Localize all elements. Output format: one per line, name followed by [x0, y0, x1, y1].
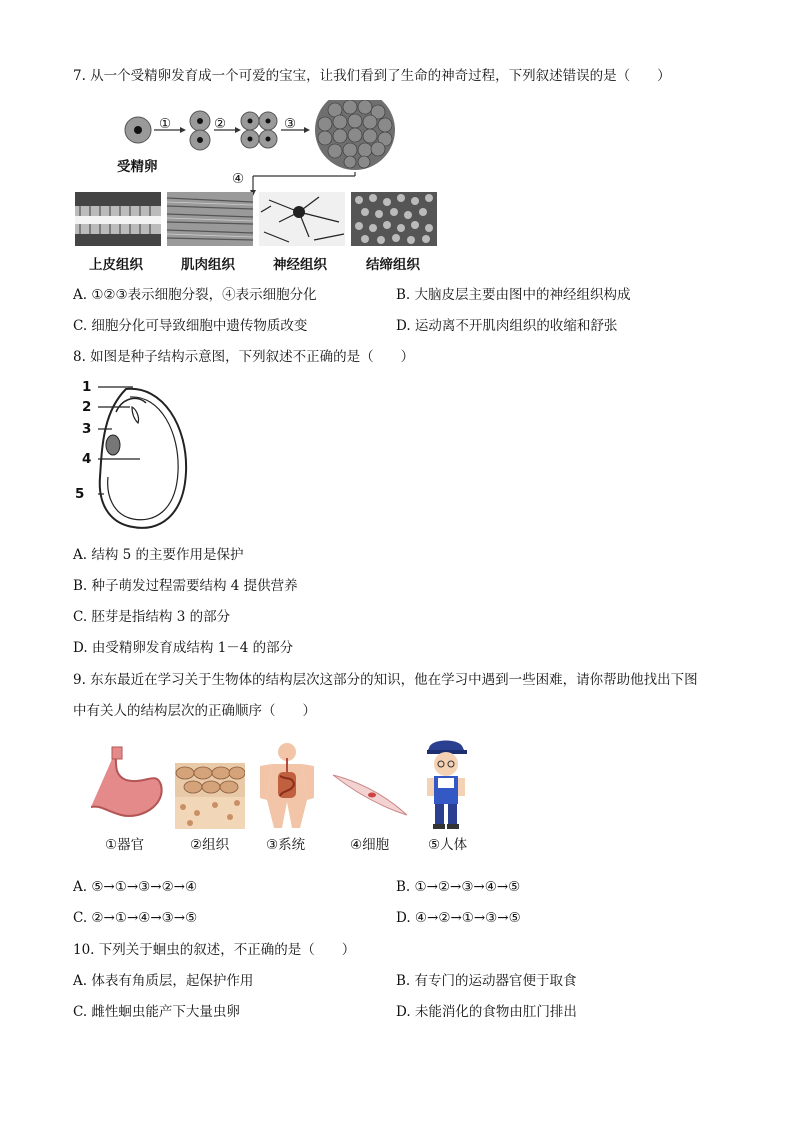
- q9-caption-organ: ①器官: [105, 837, 145, 853]
- q9-caption-human: ⑤人体: [428, 837, 468, 853]
- q9-stomach-organ-image: [86, 745, 166, 825]
- q9-caption-tissue: ②组织: [190, 837, 230, 853]
- q9-option-b: B. ①→②→③→④→⑤: [396, 879, 521, 895]
- q8-label-4: 4: [82, 451, 92, 467]
- q7-egg-label: 受精卵: [117, 159, 158, 175]
- q7-tissue-label-connective: 结缔组织: [366, 257, 420, 273]
- q10-option-c: C. 雌性蛔虫能产下大量虫卵: [73, 1004, 240, 1020]
- q9-caption-cell: ④细胞: [350, 837, 390, 853]
- q7-stem: 7. 从一个受精卵发育成一个可爱的宝宝，让我们看到了生命的神奇过程，下列叙述错误的是（ ）: [73, 68, 671, 84]
- q7-step2-label: ②: [214, 116, 227, 132]
- q8-option-c: C. 胚芽是指结构 3 的部分: [73, 609, 231, 625]
- q10-option-b: B. 有专门的运动器官便于取食: [396, 973, 577, 989]
- q7-epithelial-tissue-image: [75, 192, 161, 246]
- q8-seed-structure-diagram: [78, 377, 198, 537]
- q7-tissue-label-nerve: 神经组织: [273, 257, 327, 273]
- q8-option-b: B. 种子萌发过程需要结构 4 提供营养: [73, 578, 298, 594]
- q8-stem: 8. 如图是种子结构示意图，下列叙述不正确的是（ ）: [73, 349, 415, 365]
- q9-system-image: [252, 740, 322, 830]
- q7-option-a: A. ①②③表示细胞分裂，④表示细胞分化: [73, 287, 317, 303]
- q8-label-3: 3: [82, 421, 92, 437]
- q10-stem: 10. 下列关于蛔虫的叙述，不正确的是（ ）: [73, 942, 356, 958]
- q9-stem-line1: 9. 东东最近在学习关于生物体的结构层次这部分的知识，他在学习中遇到一些困难，请你帮助他找出下图: [73, 672, 698, 688]
- q8-option-d: D. 由受精卵发育成结构 1－4 的部分: [73, 640, 294, 656]
- q9-stem-line2: 中有关人的结构层次的正确顺序（ ）: [73, 703, 316, 719]
- q9-cell-image: [330, 770, 410, 820]
- q7-connective-tissue-image: [351, 192, 437, 246]
- q9-option-d: D. ④→②→①→③→⑤: [396, 910, 521, 926]
- q8-label-2: 2: [82, 399, 92, 415]
- q8-label-5: 5: [75, 486, 85, 502]
- q7-step3-label: ③: [284, 116, 297, 132]
- q7-tissue-label-epithelial: 上皮组织: [89, 257, 143, 273]
- q8-label-1: 1: [82, 379, 92, 395]
- q10-option-a: A. 体表有角质层，起保护作用: [73, 973, 254, 989]
- q9-caption-system: ③系统: [266, 837, 306, 853]
- q7-option-d: D. 运动离不开肌肉组织的收缩和舒张: [396, 318, 618, 334]
- q7-tissue-label-muscle: 肌肉组织: [181, 257, 235, 273]
- q7-muscle-tissue-image: [167, 192, 253, 246]
- q9-option-a: A. ⑤→①→③→②→④: [73, 879, 198, 895]
- q7-option-b: B. 大脑皮层主要由图中的神经组织构成: [396, 287, 631, 303]
- q9-option-c: C. ②→①→④→③→⑤: [73, 910, 198, 926]
- q8-option-a: A. 结构 5 的主要作用是保护: [73, 547, 244, 563]
- q7-step4-label: ④: [232, 171, 245, 187]
- q9-human-body-image: [421, 738, 471, 830]
- q7-step1-label: ①: [159, 116, 172, 132]
- q7-option-c: C. 细胞分化可导致细胞中遗传物质改变: [73, 318, 308, 334]
- q9-tissue-image: [175, 763, 245, 829]
- q10-option-d: D. 未能消化的食物由肛门排出: [396, 1004, 577, 1020]
- q7-nerve-tissue-image: [259, 192, 345, 246]
